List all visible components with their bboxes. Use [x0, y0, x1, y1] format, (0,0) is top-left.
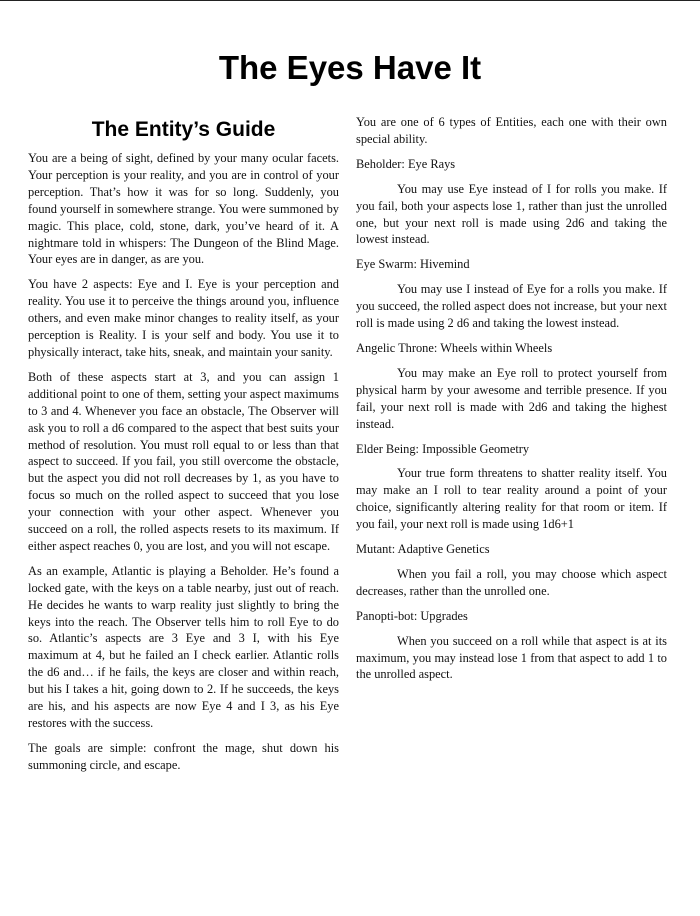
- right-column: [356, 114, 667, 691]
- paragraph-rolling-rules: Both of these aspects start at 3, and you can assign 1 additional point to one of them, setting your aspect maximums to 3 and 4. Whenever you face an obstacle, The Observer will ask you to roll a d6 compared to the aspect that best suits your method of resolution. You must roll equal to or less than that aspect to succeed. If you fail, you still overcome the obstacle, but the aspect you did not roll decreases by 1, as you have to focus so much on the rolled aspect to succeed that you lose your connection with your other aspect. Whenever you succeed on a roll, the rolled aspects resets to its maximum. If either aspect reaches 0, you are lost, and you will not escape.: [28, 369, 339, 553]
- left-column: [28, 114, 339, 782]
- section-heading: The Entity’s Guide: [91, 118, 276, 141]
- entity-name-panopti-bot: Panopti-bot: Upgrades: [356, 608, 468, 623]
- entity-name-angelic-throne: Angelic Throne: Wheels within Wheels: [356, 340, 553, 355]
- paragraph-example: As an example, Atlantic is playing a Beholder. He’s found a locked gate, with the keys on a table nearby, just out of reach. He decides he wants to warp reality just slightly to bring the keys into the reach. The Observer tells him to roll Eye to do so. Atlantic’s aspects are 3 Eye and 3 I, with his Eye maximum at 4, but he failed an I check earlier. Atlantic rolls the d6 and… if he fails, the keys are closer and within reach, but his I takes a hit, going down to 2. If he succeeds, the keys are his, and his aspects are now Eye 4 and I 3, as his Eye restores with the success.: [28, 563, 339, 730]
- entity-description-beholder: You may use Eye instead of I for rolls you make. If you fail, both your aspects lose 1, rather than just the unrolled one, but your next roll is made using 2d6 and taking the lowest instead.: [356, 181, 667, 247]
- entity-description-angelic-throne: You may make an Eye roll to protect yourself from physical harm by your awesome and terrible presence. If you fail, your next roll is made with 2d6 and taking the highest instead.: [356, 365, 667, 431]
- entity-description-eye-swarm: You may use I instead of Eye for a rolls you make. If you succeed, the rolled aspect does not increase, but your next roll is made using 2 d6 and taking the lowest instead.: [356, 282, 667, 331]
- entities-intro: You are one of 6 types of Entities, each one with their own special ability.: [356, 115, 667, 146]
- entity-description-mutant: When you fail a roll, you may choose which aspect decreases, rather than the unrolled one.: [356, 566, 667, 598]
- entity-name-elder-being: Elder Being: Impossible Geometry: [356, 441, 530, 456]
- document-title: The Eyes Have It: [218, 49, 482, 86]
- entity-name-eye-swarm: Eye Swarm: Hivemind: [356, 257, 470, 272]
- entity-description-elder-being: Your true form threatens to shatter reality itself. You may make an I roll to tear reality around a point of your choice, significantly altering reality for that room or item. If you fail, your next roll is made using 1d6+1: [356, 466, 667, 532]
- paragraph-goals: The goals are simple: confront the mage, shut down his summoning circle, and escape.: [28, 740, 339, 772]
- page-top-border: [0, 0, 700, 1]
- entity-name-mutant: Mutant: Adaptive Genetics: [356, 542, 490, 557]
- entity-name-beholder: Beholder: Eye Rays: [356, 156, 456, 171]
- paragraph-aspects: You have 2 aspects: Eye and I. Eye is your perception and reality. You use it to perceive the things around you, influence others, and even make minor changes to reality itself, as your perception is Reality. I is your self and body. You use it to physically interact, take hits, sneak, and maintain your sanity.: [28, 277, 339, 359]
- entity-description-panopti-bot: When you succeed on a roll while that aspect is at its maximum, you may instead lose 1 from that aspect to add 1 to the unrolled aspect.: [356, 633, 667, 682]
- paragraph-intro: You are a being of sight, defined by your many ocular facets. Your perception is your reality, and you are in control of your perception. That’s how it was for so long. Suddenly, you found yourself in somewhere strange. You were summoned by magic. This place, cold, stone, dark, you’ve heard of it. A nightmare told in whispers: The Dungeon of the Blind Mage. Your eyes are in danger, as are you.: [28, 151, 339, 267]
